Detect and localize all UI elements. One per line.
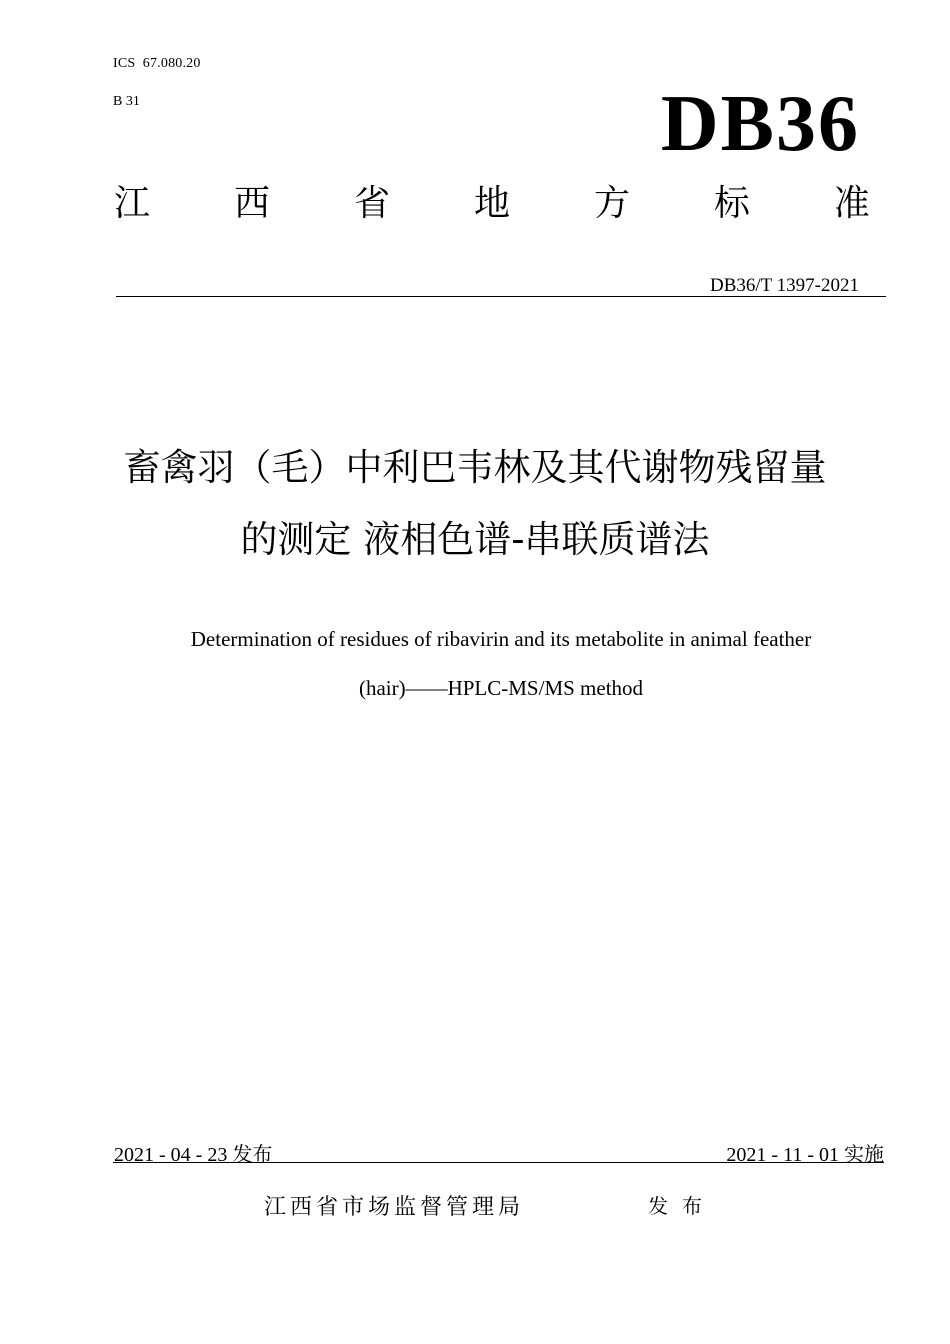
title-english	[60, 615, 942, 713]
standard-number: DB36/T 1397-2021	[709, 275, 859, 296]
title-english-line-2: (hair)——HPLC-MS/MS method	[358, 676, 644, 700]
implementation-date: 2021 - 11 - 01 实施	[726, 1144, 884, 1166]
publisher-name: 江西省市场监督管理局	[264, 1195, 525, 1220]
standard-code-logo: DB36	[660, 80, 860, 168]
title-chinese-line-1: 畜禽羽（毛）中利巴韦林及其代谢物残留量	[123, 446, 827, 489]
standard-category	[114, 183, 870, 224]
category-char: 方	[593, 183, 630, 224]
top-divider	[116, 296, 886, 297]
category-char: 地	[473, 183, 510, 224]
issue-date: 2021 - 04 - 23 发布	[114, 1144, 273, 1166]
title-chinese-line-2: 的测定 液相色谱-串联质谱法	[240, 518, 710, 561]
title-english-line-1: Determination of residues of ribavirin and its metabolite in animal feather	[190, 627, 812, 651]
category-char: 西	[233, 183, 270, 224]
publish-label: 发布	[648, 1194, 716, 1218]
ics-code: ICS 67.080.20	[113, 56, 201, 71]
bottom-divider	[113, 1162, 884, 1163]
category-char: 江	[114, 183, 151, 224]
ccs-code: B 31	[113, 94, 140, 109]
category-char: 省	[353, 183, 390, 224]
category-char: 准	[833, 183, 870, 224]
title-chinese	[40, 432, 910, 576]
category-char: 标	[713, 183, 750, 224]
